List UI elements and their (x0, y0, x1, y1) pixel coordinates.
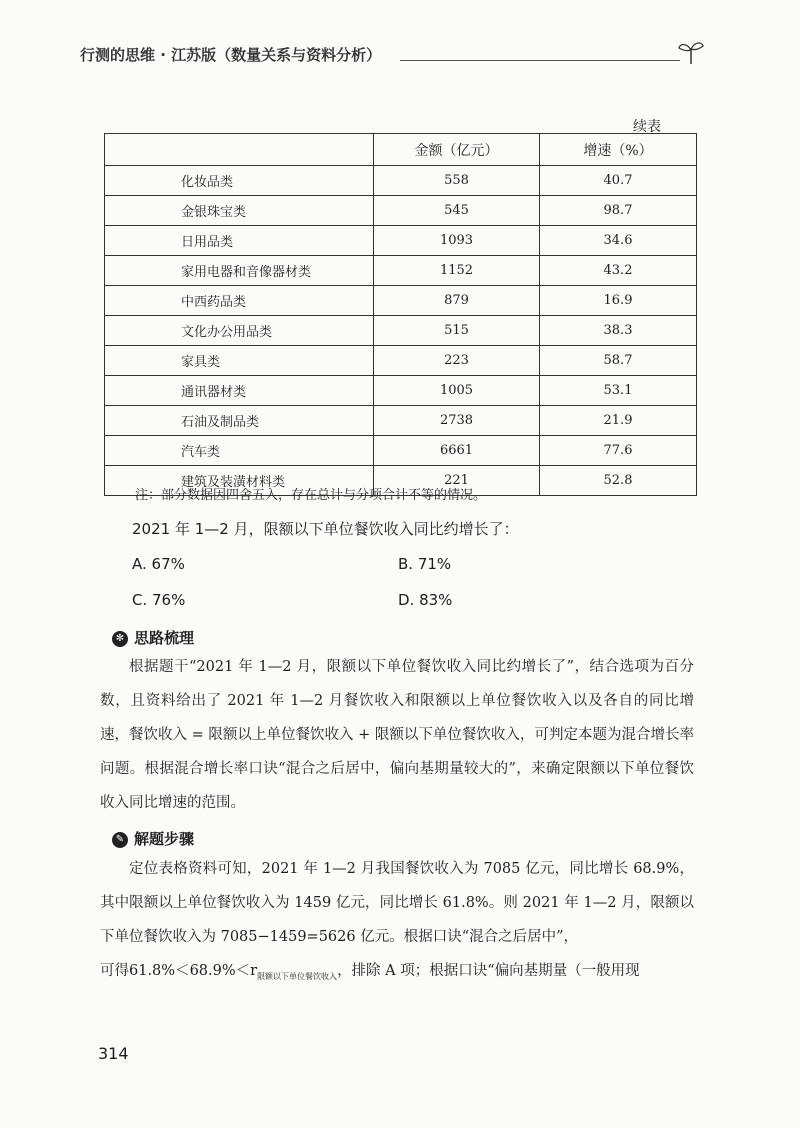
formula-lead: 可得61.8%＜68.9%＜r (100, 963, 258, 979)
row-amount: 1093 (374, 226, 540, 256)
row-name: 日用品类 (105, 226, 374, 256)
section-thinking-heading (112, 627, 194, 648)
row-amount: 545 (374, 196, 540, 226)
steps-paragraph (100, 852, 694, 994)
row-growth: 58.7 (540, 346, 697, 376)
option-d: D. 83% (398, 591, 453, 609)
steps-text: 定位表格资料可知，2021 年 1—2 月我国餐饮收入为 7085 亿元，同比增长 68.9%，其中限额以上单位餐饮收入为 1459 亿元，同比增长 61.8%。则 2021 年 1—2 月，限额以下单位餐饮收入为 7085−1459=5626 亿元。根据口诀“混合之后居中”， (100, 861, 694, 945)
row-amount: 1005 (374, 376, 540, 406)
continued-label: 续表 (633, 119, 661, 135)
running-header: 行测的思维 · 江苏版（数量关系与资料分析） (80, 46, 382, 64)
row-name: 石油及制品类 (105, 406, 374, 436)
row-growth: 40.7 (540, 166, 697, 196)
option-c: C. 76% (132, 591, 186, 609)
row-growth: 77.6 (540, 436, 697, 466)
row-growth: 53.1 (540, 376, 697, 406)
steps-formula-line (100, 954, 694, 994)
formula-tail: ，排除 A 项；根据口诀“偏向基期量（一般用现 (337, 963, 640, 979)
table-row (105, 166, 697, 196)
option-b: B. 71% (398, 555, 452, 573)
table-header-row (105, 134, 697, 166)
row-growth: 98.7 (540, 196, 697, 226)
row-growth: 34.6 (540, 226, 697, 256)
row-name: 中西药品类 (105, 286, 374, 316)
table-row (105, 346, 697, 376)
row-growth: 21.9 (540, 406, 697, 436)
row-growth: 43.2 (540, 256, 697, 286)
table-row (105, 286, 697, 316)
row-amount: 6661 (374, 436, 540, 466)
header-rule (400, 60, 680, 61)
row-amount: 558 (374, 166, 540, 196)
row-name: 化妆品类 (105, 166, 374, 196)
column-header-amount: 金额（亿元） (374, 134, 540, 166)
data-table (104, 133, 697, 496)
table-row (105, 256, 697, 286)
sprout-icon (676, 38, 706, 66)
row-growth: 52.8 (540, 466, 697, 496)
table-row (105, 406, 697, 436)
page-number: 314 (98, 1044, 129, 1063)
gear-icon: ✻ (112, 631, 128, 647)
row-name: 家具类 (105, 346, 374, 376)
row-name: 汽车类 (105, 436, 374, 466)
section-steps-title: 解题步骤 (134, 830, 195, 848)
table-row (105, 436, 697, 466)
section-thinking-title: 思路梳理 (134, 629, 195, 647)
table-row (105, 196, 697, 226)
row-growth: 16.9 (540, 286, 697, 316)
section-steps-heading (112, 828, 194, 849)
pencil-icon: ✎ (112, 832, 128, 848)
row-amount: 223 (374, 346, 540, 376)
row-amount: 221 (374, 466, 540, 496)
row-amount: 2738 (374, 406, 540, 436)
table-row (105, 376, 697, 406)
question-stem: 2021 年 1—2 月，限额以下单位餐饮收入同比约增长了： (132, 520, 519, 538)
row-amount: 879 (374, 286, 540, 316)
formula-subscript: 限额以下单位餐饮收入 (257, 971, 338, 981)
option-a: A. 67% (132, 555, 185, 573)
table-row (105, 316, 697, 346)
row-growth: 38.3 (540, 316, 697, 346)
row-amount: 1152 (374, 256, 540, 286)
column-header-growth: 增速（%） (540, 134, 697, 166)
table-row (105, 226, 697, 256)
row-name: 金银珠宝类 (105, 196, 374, 226)
row-amount: 515 (374, 316, 540, 346)
row-name: 文化办公用品类 (105, 316, 374, 346)
column-header (105, 134, 374, 166)
thinking-paragraph: 根据题干“2021 年 1—2 月，限额以下单位餐饮收入同比约增长了”，结合选项为百分数，且资料给出了 2021 年 1—2 月餐饮收入和限额以上单位餐饮收入以及各自的同比增速，餐饮收入 = 限额以上单位餐饮收入 + 限额以下单位餐饮收入，可判定本题为混合增长率问题。根据混合增长率口诀“混合之后居中，偏向基期量较大的”，来确定限额以下单位餐饮收入同比增速的范围。 (100, 659, 694, 811)
row-name: 建筑及装潢材料类 (105, 466, 374, 496)
table-note: 注：部分数据因四舍五入，存在总计与分项合计不等的情况。 (135, 488, 487, 503)
row-name: 通讯器材类 (105, 376, 374, 406)
row-name: 家用电器和音像器材类 (105, 256, 374, 286)
